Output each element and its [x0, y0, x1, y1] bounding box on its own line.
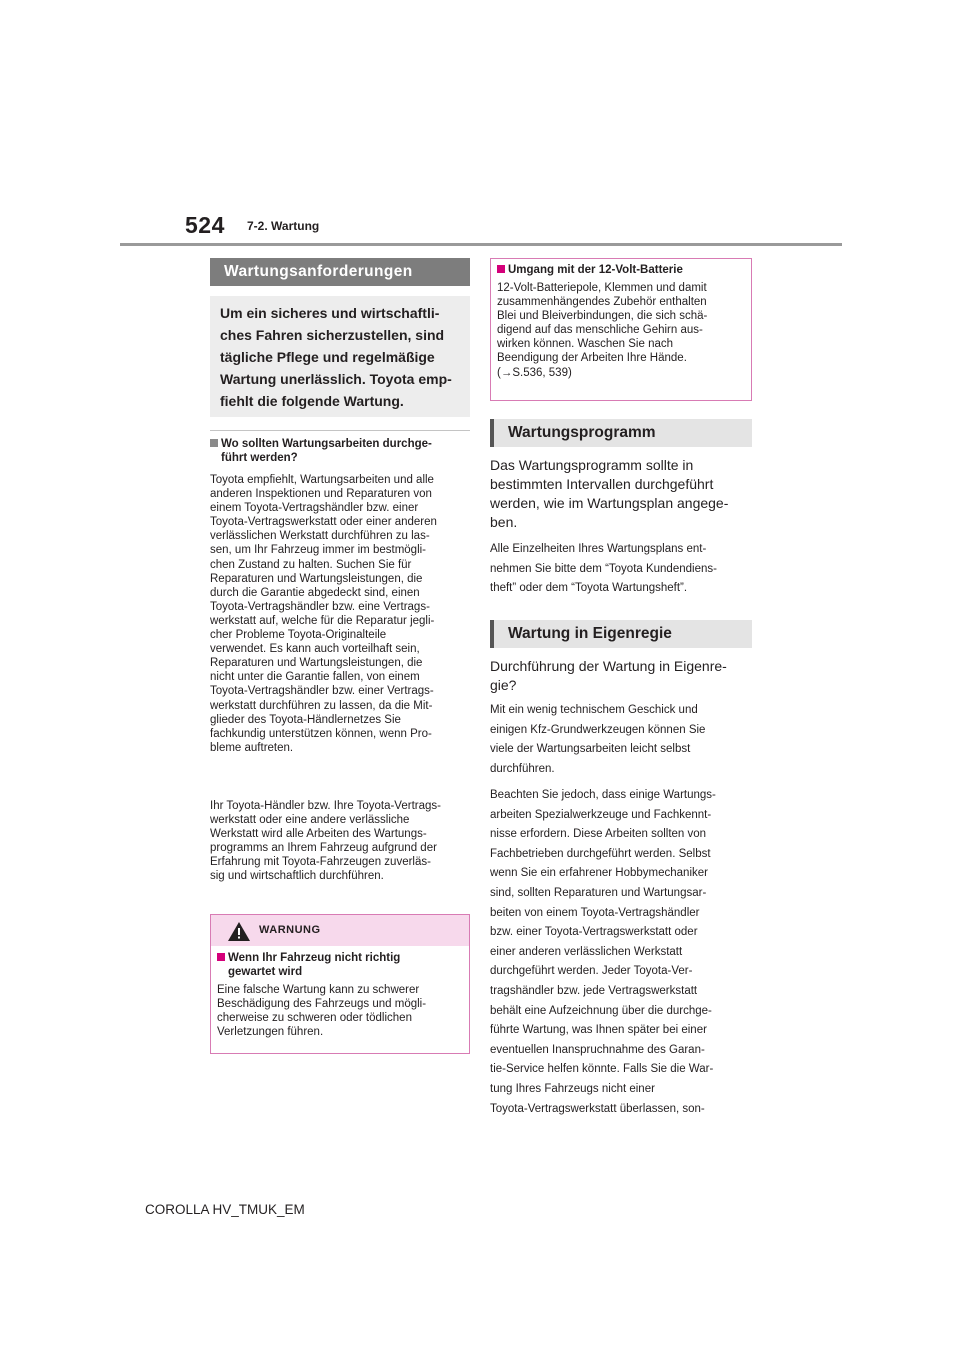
- text-line: behält eine Aufzeichnung über die durchge-: [490, 1004, 712, 1017]
- intro-line: ches Fahren sicherzustellen, sind: [220, 327, 445, 343]
- question-line: Wo sollten Wartungsarbeiten durchge-: [221, 438, 432, 450]
- text-line: fachkundig unterstützen können, wenn Pro-: [210, 727, 432, 740]
- paragraph-dealer: [210, 799, 470, 884]
- diy-paragraph-1: [490, 701, 752, 779]
- question-title: [210, 437, 470, 465]
- square-bullet-icon: [210, 439, 218, 447]
- text-line: Beendigung der Arbeiten Ihre Hände.: [497, 352, 687, 365]
- warning-title: [217, 951, 463, 979]
- text-line: nisse erfordern. Diese Arbeiten sollten von: [490, 828, 707, 841]
- text-line: durchführen.: [490, 762, 555, 775]
- program-text: [490, 540, 752, 599]
- text-line: Toyota empfiehlt, Wartungsarbeiten und alle: [210, 474, 434, 486]
- text-line: Fachbetrieben durchgeführt werden. Selbst: [490, 847, 711, 860]
- warning-header: [211, 915, 469, 946]
- text-line: theft” oder dem “Toyota Wartungsheft”.: [490, 582, 688, 595]
- battery-note-box: [490, 258, 752, 401]
- section-title: 7-2. Wartung: [247, 219, 320, 233]
- text-line: zusammenhängendes Zubehör enthalten: [497, 296, 707, 309]
- heading-wartungsanforderungen: Wartungsanforderungen: [210, 258, 470, 286]
- text-line: Erfahrung mit Toyota-Fahrzeugen zuverläs-: [210, 856, 431, 869]
- text-line: werkstatt durchführen zu lassen, da die Mit-: [210, 699, 433, 712]
- text-line: Toyota-Vertragswerkstatt überlassen, son-: [490, 1102, 705, 1115]
- text-line: führte Wartung, was Ihnen später bei einer: [490, 1024, 707, 1037]
- text-line: bzw. einer Toyota-Vertragswerkstatt oder: [490, 926, 698, 939]
- text-line: glieder des Toyota-Händlernetzes Sie: [210, 713, 401, 726]
- heading-wartungsprogramm: Wartungsprogramm: [490, 419, 752, 447]
- warning-triangle-icon: [228, 922, 250, 941]
- text-line: verwendet. Es kann auch vorteilhaft sein,: [210, 643, 420, 656]
- text-line: arbeiten Spezialwerkzeuge und Fachkennt-: [490, 808, 712, 821]
- text-line: verlässlichen Werkstatt durchführen zu las-: [210, 530, 430, 543]
- text-line: digend auf das menschliche Gehirn aus-: [497, 324, 703, 337]
- text-line: Toyota-Vertragshändler bzw. eine Vertrags-: [210, 600, 430, 613]
- text-line: gie?: [490, 677, 517, 693]
- text-line: werkstatt oder eine andere verlässliche: [210, 814, 410, 827]
- text-line: einem Toyota-Vertragshändler bzw. einer: [210, 502, 419, 515]
- text-line: tung Ihres Fahrzeugs nicht einer: [490, 1082, 655, 1095]
- text-line: 12-Volt-Batteriepole, Klemmen und damit: [497, 282, 707, 294]
- header-divider: [120, 243, 842, 246]
- text-line: tragshändler bzw. jede Vertragswerkstatt: [490, 984, 698, 997]
- text-line: ben.: [490, 514, 518, 530]
- text-line: wirken können. Waschen Sie nach: [497, 338, 674, 351]
- text-line: Beschädigung des Fahrzeugs und mögli-: [217, 998, 427, 1011]
- text-line: durchgeführt werden. Jeder Toyota-Ver-: [490, 965, 693, 978]
- warning-text: [217, 983, 463, 1039]
- text-line: einigen Kfz-Grundwerkzeugen können Sie: [490, 723, 706, 736]
- program-lead: [490, 456, 752, 532]
- text-line: Ihr Toyota-Händler bzw. Ihre Toyota-Vertrags-: [210, 800, 441, 812]
- text-line: tie-Service helfen könnte. Falls Sie die War-: [490, 1063, 714, 1076]
- square-bullet-icon: [497, 265, 505, 273]
- text-line: Reparaturen und Wartungsleistungen, die: [210, 572, 423, 585]
- text-line: Blei und Bleiverbindungen, die sich schä-: [497, 310, 708, 323]
- warning-box: [210, 914, 470, 1054]
- text-line: sen, um Ihr Fahrzeug immer im bestmögli-: [210, 544, 427, 557]
- text-line: werden, wie im Wartungsplan angege-: [490, 495, 729, 511]
- text-line: sind, sollten Reparaturen und Wartungsar-: [490, 886, 707, 899]
- diy-lead: [490, 657, 752, 695]
- text-line: anderen Inspektionen und Reparaturen von: [210, 488, 432, 501]
- warning-label: WARNUNG: [259, 924, 321, 936]
- text-line: Verletzungen führen.: [217, 1026, 324, 1039]
- intro-line: fiehlt die folgende Wartung.: [220, 393, 404, 409]
- text-line: beiten von einem Toyota-Vertragshändler: [490, 906, 700, 919]
- divider: [210, 430, 470, 431]
- text-line: bleme auftreten.: [210, 741, 294, 754]
- intro-line: Um ein sicheres und wirtschaftli-: [220, 305, 440, 321]
- warning-title-line: gewartet wird: [228, 966, 303, 978]
- intro-line: Wartung unerlässlich. Toyota emp-: [220, 371, 452, 387]
- text-line: einer anderen verlässlichen Werkstatt: [490, 945, 683, 958]
- text-line: Alle Einzelheiten Ihres Wartungsplans ent-: [490, 543, 707, 555]
- warning-title-line: Wenn Ihr Fahrzeug nicht richtig: [228, 952, 401, 964]
- text-line: cherweise zu schweren oder tödlichen: [217, 1012, 412, 1025]
- text-line: werkstatt auf, welche für die Reparatur jegli-: [210, 614, 435, 627]
- text-line: viele der Wartungsarbeiten leicht selbst: [490, 743, 691, 756]
- page-number: 524: [185, 212, 225, 238]
- battery-note-text: [497, 281, 745, 380]
- text-line: Werkstatt wird alle Arbeiten des Wartungs-: [210, 828, 427, 841]
- text-line: chen Zustand zu halten. Suchen Sie für: [210, 558, 412, 571]
- text-line: Reparaturen und Wartungsleistungen, die: [210, 657, 423, 670]
- text-line: Toyota-Vertragswerkstatt oder einer anderen: [210, 516, 437, 529]
- text-line: programms an Ihrem Fahrzeug aufgrund der: [210, 842, 437, 855]
- text-line: Mit ein wenig technischem Geschick und: [490, 704, 698, 716]
- text-line: Toyota-Vertragshändler bzw. einer Vertrags-: [210, 685, 434, 698]
- intro-box: [210, 296, 470, 417]
- text-line: durch die Garantie abgedeckt sind, einen: [210, 586, 420, 599]
- text-line: Beachten Sie jedoch, dass einige Wartungs-: [490, 789, 716, 801]
- text-line: bestimmten Intervallen durchgeführt: [490, 476, 714, 492]
- text-line: nehmen Sie bitte dem “Toyota Kundendiens-: [490, 562, 717, 575]
- text-line: Durchführung der Wartung in Eigenre-: [490, 658, 727, 674]
- text-line: Eine falsche Wartung kann zu schwerer: [217, 984, 420, 996]
- question-line: führt werden?: [221, 452, 298, 464]
- diy-paragraph-2: [490, 786, 752, 1119]
- text-line: wenn Sie ein erfahrener Hobbymechaniker: [490, 867, 708, 880]
- intro-line: tägliche Pflege und regelmäßige: [220, 349, 435, 365]
- text-line: eventuellen Inanspruchnahme des Garan-: [490, 1043, 705, 1056]
- text-line: cher Probleme Toyota-Originalteile: [210, 629, 387, 642]
- battery-title-text: Umgang mit der 12-Volt-Batterie: [508, 264, 683, 276]
- page-reference: (→S.536, 539): [497, 366, 572, 379]
- text-line: sig und wirtschaftlich durchführen.: [210, 870, 384, 883]
- footer-model-code: COROLLA HV_TMUK_EM: [145, 1202, 305, 1217]
- paragraph-recommendation: [210, 473, 470, 755]
- heading-wartung-in-eigenregie: Wartung in Eigenregie: [490, 620, 752, 648]
- battery-note-title: [497, 263, 745, 277]
- text-line: Das Wartungsprogramm sollte in: [490, 457, 694, 473]
- square-bullet-icon: [217, 953, 225, 961]
- warning-body: [211, 946, 469, 1039]
- text-line: nicht unter die Garantie fallen, von einem: [210, 671, 420, 684]
